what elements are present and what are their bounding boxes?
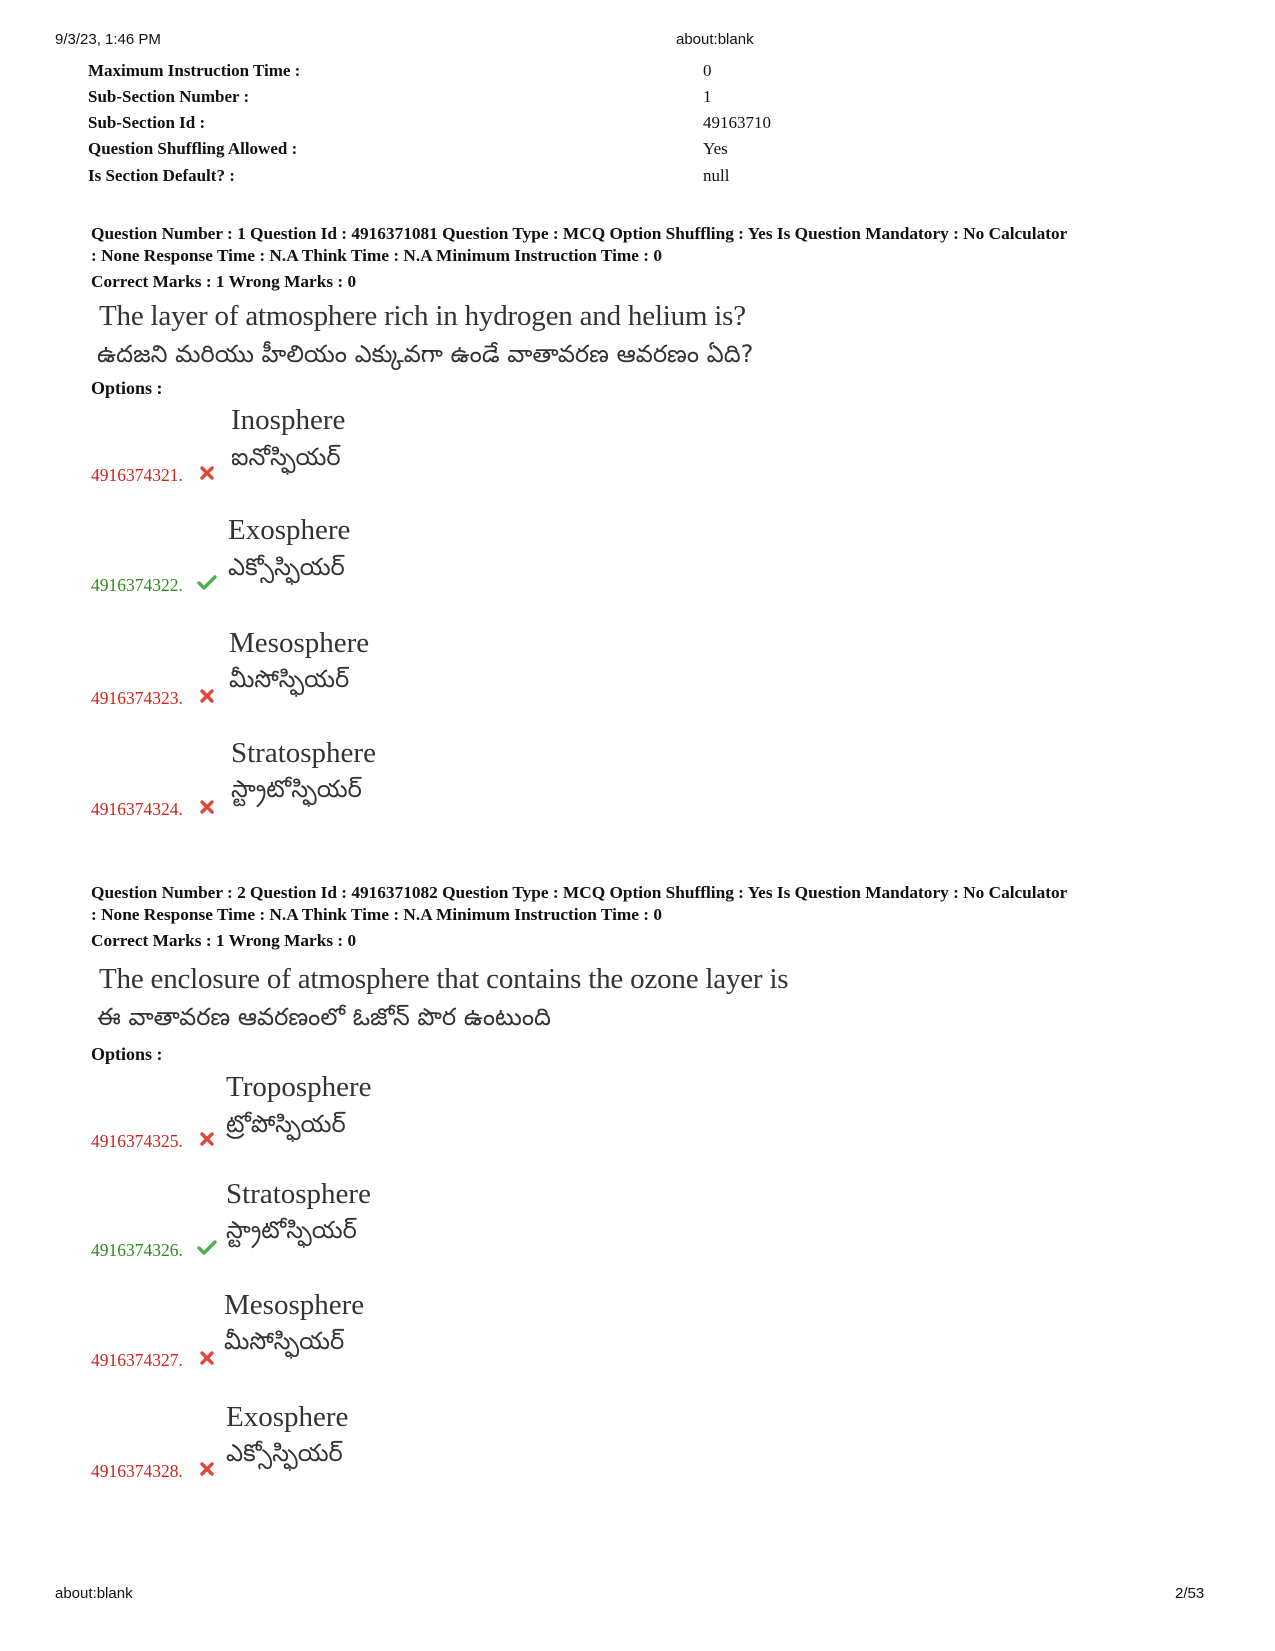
option-text-te: స్ట్రాటోస్ఫియర్ [226,1216,357,1244]
meta-value: null [703,166,730,185]
footer-url: about:blank [55,1585,133,1602]
question-1-marks: Correct Marks : 1 Wrong Marks : 0 [91,272,357,291]
question-1-text-en: The layer of atmosphere rich in hydrogen and helium is? [99,300,746,332]
question-2-meta [91,882,1201,926]
question-2-text-en: The enclosure of atmosphere that contains the ozone layer is [99,963,789,995]
option-id: 4916374326. [91,1240,183,1260]
option-text-en: Exosphere [226,1401,349,1433]
option-id: 4916374324. [91,799,183,819]
option-text-te: ఎక్సోస్ఫియర్ [226,1439,343,1467]
option-text-en: Mesosphere [229,627,370,659]
meta-value: 0 [703,61,712,80]
option-text-en: Inosphere [231,404,346,436]
meta-label: Question Shuffling Allowed : [88,139,298,158]
meta-label: Is Section Default? : [88,166,235,185]
meta-value: 49163710 [703,113,771,132]
option-text-te: ట్రోపోస్ఫియర్ [226,1110,346,1138]
option-id: 4916374325. [91,1131,183,1151]
print-datetime: 9/3/23, 1:46 PM [55,31,161,48]
meta-value: Yes [703,139,728,158]
page-number: 2/53 [1175,1585,1205,1602]
meta-value: 1 [703,87,712,106]
question-meta-line: : None Response Time : N.A Think Time : N.A Minimum Instruction Time : 0 [91,905,662,924]
wrong-icon [199,465,215,481]
option-text-te: మీసోస్ఫియర్ [224,1327,345,1355]
option-text-te: ఎక్సోస్ఫియర్ [228,553,345,581]
question-1-text-te: ఉదజని మరియు హీలియం ఎక్కువగా ఉండే వాతావరణ ఆవరణం ఏది? [97,340,754,368]
print-url: about:blank [676,31,754,48]
option-text-te: ఐనోస్ఫియర్ [231,443,341,471]
option-id: 4916374328. [91,1461,183,1481]
option-text-en: Stratosphere [226,1178,371,1210]
option-text-en: Exosphere [228,514,351,546]
wrong-icon [199,799,215,815]
option-id: 4916374322. [91,575,183,595]
question-meta-line: Question Number : 1 Question Id : 4916371081 Question Type : MCQ Option Shuffling : Yes Is Question Mandatory : No Calculator [91,224,1068,243]
question-1-meta [91,223,1201,267]
options-label: Options : [91,378,163,398]
option-text-en: Mesosphere [224,1289,365,1321]
wrong-icon [199,1131,215,1147]
check-icon [197,575,217,591]
question-meta-line: : None Response Time : N.A Think Time : N.A Minimum Instruction Time : 0 [91,246,662,265]
question-2-text-te: ఈ వాతావరణ ఆవరణంలో ఓజోన్ పొర ఉంటుంది [97,1003,551,1031]
wrong-icon [199,1350,215,1366]
option-text-en: Stratosphere [231,737,376,769]
question-2-marks: Correct Marks : 1 Wrong Marks : 0 [91,931,357,950]
question-meta-line: Question Number : 2 Question Id : 4916371082 Question Type : MCQ Option Shuffling : Yes Is Question Mandatory : No Calculator [91,883,1068,902]
option-id: 4916374327. [91,1350,183,1370]
wrong-icon [199,1461,215,1477]
option-id: 4916374321. [91,465,183,485]
option-text-te: మీసోస్ఫియర్ [229,665,350,693]
option-text-te: స్ట్రాటోస్ఫియర్ [231,775,362,803]
option-text-en: Troposphere [226,1071,372,1103]
options-label: Options : [91,1044,163,1064]
wrong-icon [199,688,215,704]
option-id: 4916374323. [91,688,183,708]
meta-label: Sub-Section Id : [88,113,206,132]
meta-label: Sub-Section Number : [88,87,250,106]
meta-label: Maximum Instruction Time : [88,61,301,80]
check-icon [197,1240,217,1256]
